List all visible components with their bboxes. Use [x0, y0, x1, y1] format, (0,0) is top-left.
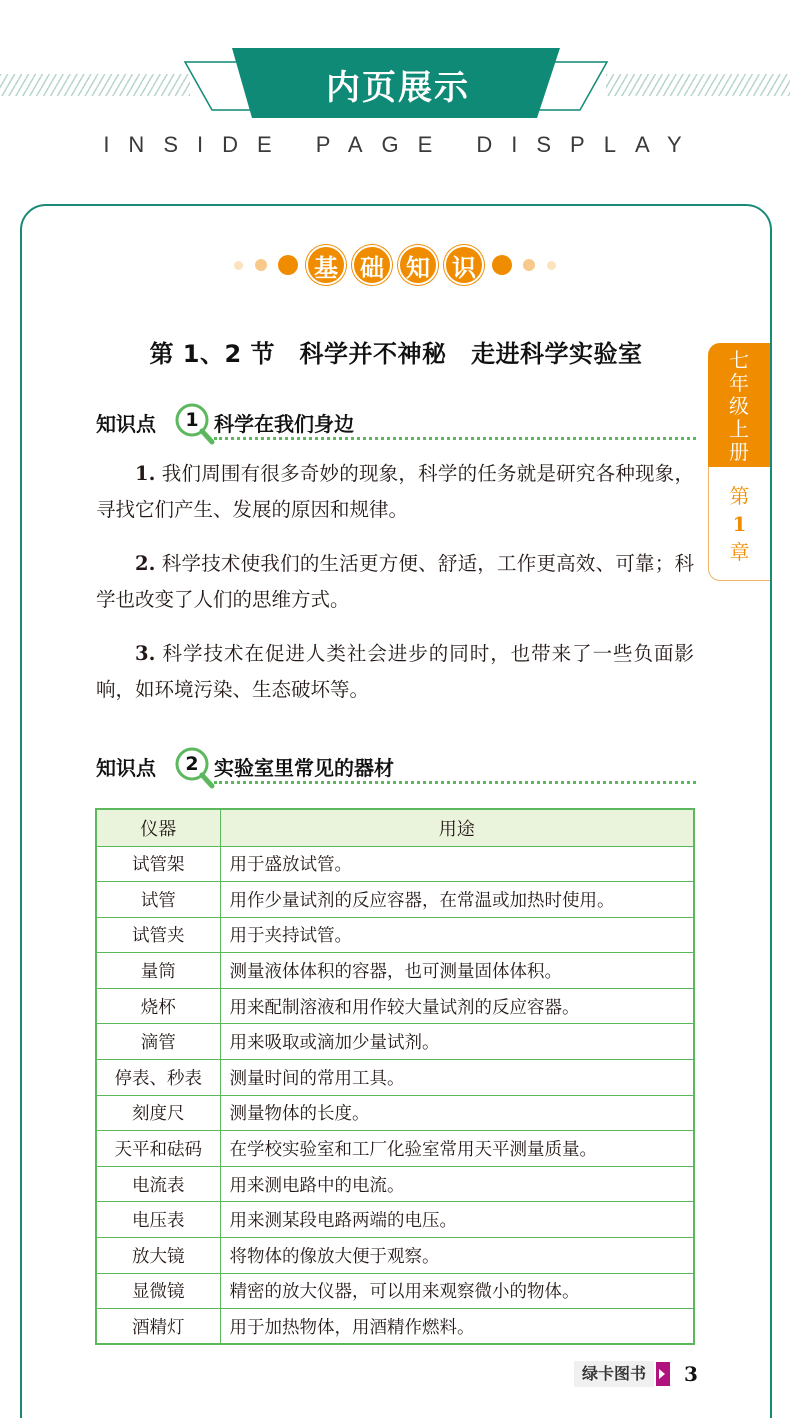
table-row: [96, 1202, 694, 1238]
chapter-side-tab: [708, 343, 770, 581]
paragraph: [96, 546, 694, 618]
table-row: [96, 917, 694, 953]
knowledge-point-2-header: [96, 746, 696, 786]
grade-label: [708, 343, 770, 467]
dotted-divider: [214, 437, 696, 440]
instrument-cell: 显微镜: [96, 1273, 220, 1309]
kp-label: 知识点: [96, 412, 156, 436]
usage-cell: 测量液体体积的容器，也可测量固体体积。: [220, 953, 694, 989]
instrument-cell: 试管: [96, 882, 220, 918]
usage-cell: 用于盛放试管。: [220, 846, 694, 882]
grade-char: 级: [729, 394, 749, 418]
page-footer: [574, 1360, 698, 1388]
decor-dot: [255, 259, 267, 271]
table-row: [96, 1309, 694, 1345]
badge-char: 基: [306, 245, 346, 285]
paragraph-text: 科学技术使我们的生活更方便、舒适，工作更高效、可靠；科学也改变了人们的思维方式。: [96, 552, 694, 611]
usage-cell: 精密的放大仪器，可以用来观察微小的物体。: [220, 1273, 694, 1309]
kp-number: 2: [185, 753, 199, 775]
page-title: 内页展示: [326, 68, 470, 108]
instrument-cell: 电流表: [96, 1166, 220, 1202]
instrument-cell: 滴管: [96, 1024, 220, 1060]
column-header-instrument: 仪器: [96, 809, 220, 846]
decor-dot: [523, 259, 535, 271]
usage-cell: 用来配制溶液和用作较大量试剂的反应容器。: [220, 988, 694, 1024]
usage-cell: 在学校实验室和工厂化验室常用天平测量质量。: [220, 1131, 694, 1167]
brand-flag-icon: [656, 1362, 670, 1386]
usage-cell: 测量物体的长度。: [220, 1095, 694, 1131]
badge-char: 识: [444, 245, 484, 285]
instrument-cell: 试管架: [96, 846, 220, 882]
usage-cell: 用来吸取或滴加少量试剂。: [220, 1024, 694, 1060]
usage-cell: 将物体的像放大便于观察。: [220, 1238, 694, 1274]
section-title: 第 1、2 节 科学并不神秘 走进科学实验室: [149, 340, 643, 368]
decor-dot: [547, 261, 556, 270]
table-row: [96, 846, 694, 882]
table-header-row: [96, 809, 694, 846]
chapter-prefix: 第: [729, 483, 750, 508]
usage-cell: 用来测电路中的电流。: [220, 1166, 694, 1202]
table-row: [96, 1273, 694, 1309]
instrument-cell: 天平和砝码: [96, 1131, 220, 1167]
table-row: [96, 1095, 694, 1131]
paragraph-number: 1.: [135, 462, 156, 485]
brand-label: 绿卡图书: [574, 1361, 654, 1387]
equipment-table: [95, 808, 695, 1345]
usage-cell: 用来测某段电路两端的电压。: [220, 1202, 694, 1238]
kp-title: 科学在我们身边: [214, 412, 354, 436]
instrument-cell: 烧杯: [96, 988, 220, 1024]
page-subtitle: INSIDE PAGE DISPLAY: [103, 132, 701, 157]
instrument-cell: 量筒: [96, 953, 220, 989]
paragraph-text: 我们周围有很多奇妙的现象，科学的任务就是研究各种现象，寻找它们产生、发展的原因和规律。: [96, 462, 694, 521]
instrument-cell: 电压表: [96, 1202, 220, 1238]
grade-char: 上: [729, 417, 749, 441]
column-header-usage: 用途: [220, 809, 694, 846]
table-row: [96, 1166, 694, 1202]
paragraph-number: 3.: [135, 642, 156, 665]
table-row: [96, 1131, 694, 1167]
grade-char: 册: [729, 440, 749, 464]
chapter-label: [708, 467, 770, 581]
usage-cell: 用于加热物体，用酒精作燃料。: [220, 1309, 694, 1345]
usage-cell: 用作少量试剂的反应容器，在常温或加热时使用。: [220, 882, 694, 918]
table-row: [96, 1060, 694, 1096]
chapter-suffix: 章: [729, 539, 750, 564]
decor-dot: [492, 255, 512, 275]
badge-char: 础: [352, 245, 392, 285]
usage-cell: 测量时间的常用工具。: [220, 1060, 694, 1096]
kp-number: 1: [185, 409, 199, 431]
dotted-divider: [214, 781, 696, 784]
instrument-cell: 放大镜: [96, 1238, 220, 1274]
table-row: [96, 882, 694, 918]
table-row: [96, 1024, 694, 1060]
instrument-cell: 停表、秒表: [96, 1060, 220, 1096]
instrument-cell: 刻度尺: [96, 1095, 220, 1131]
table-row: [96, 953, 694, 989]
chapter-number: 1: [732, 511, 747, 536]
paragraph-text: 科学技术在促进人类社会进步的同时，也带来了一些负面影响，如环境污染、生态破坏等。: [96, 642, 694, 701]
grade-char: 年: [729, 371, 749, 395]
kp-title: 实验室里常见的器材: [214, 756, 394, 780]
instrument-cell: 酒精灯: [96, 1309, 220, 1345]
table-row: [96, 1238, 694, 1274]
paragraph: [96, 456, 694, 528]
decor-dot: [234, 261, 243, 270]
section-badge: [0, 244, 790, 286]
usage-cell: 用于夹持试管。: [220, 917, 694, 953]
knowledge-point-1-header: [96, 402, 696, 442]
paragraph-number: 2.: [135, 552, 156, 575]
kp-label: 知识点: [96, 756, 156, 780]
paragraph: [96, 636, 694, 708]
table-row: [96, 988, 694, 1024]
decor-dot: [278, 255, 298, 275]
instrument-cell: 试管夹: [96, 917, 220, 953]
grade-char: 七: [729, 348, 749, 372]
page-number: 3: [684, 1362, 698, 1386]
badge-char: 知: [398, 245, 438, 285]
